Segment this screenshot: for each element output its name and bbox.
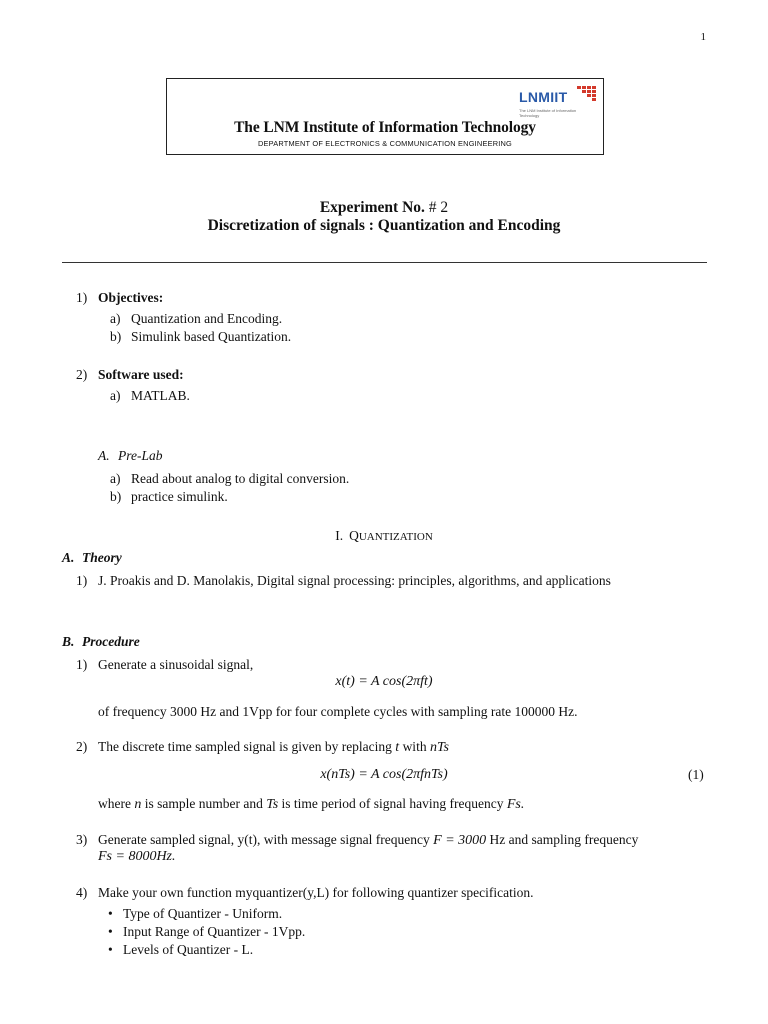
software-number: 2) xyxy=(76,367,88,382)
math-var: t xyxy=(395,740,400,755)
equation-sampled: x(nTs) = A cos(2πfnTs) xyxy=(320,767,448,782)
math-var: n xyxy=(134,797,142,812)
department-name: DEPARTMENT OF ELECTRONICS & COMMUNICATION ENGINEERING xyxy=(258,139,512,148)
list-item: Simulink based Quantization. xyxy=(131,329,292,344)
logo-grid-icon xyxy=(577,86,597,100)
text-fragment: with xyxy=(402,739,427,754)
title-divider xyxy=(62,262,707,263)
prelab-heading: Pre-Lab xyxy=(118,448,163,463)
math-var: F = 3000 xyxy=(433,833,487,848)
experiment-title: Discretization of signals : Quantization and Encoding xyxy=(207,217,561,234)
math-var: nTs xyxy=(429,740,449,755)
bullet-item: Type of Quantizer - Uniform. xyxy=(123,906,283,921)
bullet-item: Levels of Quantizer - L. xyxy=(123,942,254,957)
letterhead xyxy=(166,78,604,155)
section-title-rest: UANTIZATION xyxy=(358,531,433,543)
software-heading: Software used: xyxy=(98,367,184,382)
section-heading xyxy=(0,527,768,545)
logo-wordmark: LNMIIT xyxy=(519,89,568,105)
step-text: Generate a sinusoidal signal, xyxy=(98,657,254,672)
step-marker: 2) xyxy=(76,739,88,754)
objectives-number: 1) xyxy=(76,290,88,305)
section-title-initial: Q xyxy=(349,528,359,543)
text-fragment: Generate sampled signal, y(t), with message signal frequency xyxy=(98,832,430,847)
step-marker: 3) xyxy=(76,832,88,847)
prelab-marker: A. xyxy=(98,448,110,463)
equation-sinusoid: x(t) = A cos(2πft) xyxy=(335,674,433,689)
math-var: Fs = 8000Hz. xyxy=(98,849,176,864)
bullet-item: Input Range of Quantizer - 1Vpp. xyxy=(123,924,306,939)
list-marker: b) xyxy=(110,329,122,344)
logo-subtext: The LNM Institute of Information Technology xyxy=(519,108,577,118)
step-text xyxy=(98,739,449,756)
theory-marker: A. xyxy=(62,550,75,565)
list-item: MATLAB. xyxy=(131,388,190,403)
experiment-number-value: # 2 xyxy=(428,199,449,216)
experiment-number xyxy=(0,199,768,217)
list-item: practice simulink. xyxy=(131,489,228,504)
experiment-label: Experiment No. xyxy=(319,199,425,216)
section-numeral: I. xyxy=(335,528,344,543)
text-fragment: The discrete time sampled signal is given by replacing xyxy=(98,739,392,754)
text-fragment: where xyxy=(98,796,131,811)
step-text xyxy=(98,796,524,813)
step-marker: 4) xyxy=(76,885,88,900)
list-marker: b) xyxy=(110,489,122,504)
list-marker: 1) xyxy=(76,573,88,588)
bullet-icon: • xyxy=(108,906,113,921)
equation-number: (1) xyxy=(688,767,704,782)
bullet-icon: • xyxy=(108,942,113,957)
list-marker: a) xyxy=(110,311,121,326)
step-text xyxy=(98,832,638,849)
step-text: of frequency 3000 Hz and 1Vpp for four complete cycles with sampling rate 100000 Hz. xyxy=(98,704,578,719)
step-text: Make your own function myquantizer(y,L) for following quantizer specification. xyxy=(98,885,534,900)
text-fragment: is sample number and xyxy=(144,796,263,811)
procedure-heading: Procedure xyxy=(82,634,140,649)
institute-logo xyxy=(519,83,603,121)
list-marker: a) xyxy=(110,471,121,486)
objectives-heading: Objectives: xyxy=(98,290,164,305)
math-var: Fs. xyxy=(506,797,525,812)
text-fragment: Hz and sampling frequency xyxy=(489,832,639,847)
bullet-icon: • xyxy=(108,924,113,939)
list-marker: a) xyxy=(110,388,121,403)
text-fragment: is time period of signal having frequency xyxy=(281,796,504,811)
procedure-marker: B. xyxy=(62,634,75,649)
institute-name: The LNM Institute of Information Technology xyxy=(234,119,536,136)
reference-text: J. Proakis and D. Manolakis, Digital signal processing: principles, algorithms, and applications xyxy=(98,573,611,588)
list-item: Quantization and Encoding. xyxy=(131,311,283,326)
theory-heading: Theory xyxy=(82,550,122,565)
list-item: Read about analog to digital conversion. xyxy=(131,471,350,486)
step-marker: 1) xyxy=(76,657,88,672)
page-number: 1 xyxy=(700,31,706,43)
math-var: Ts xyxy=(266,797,279,812)
